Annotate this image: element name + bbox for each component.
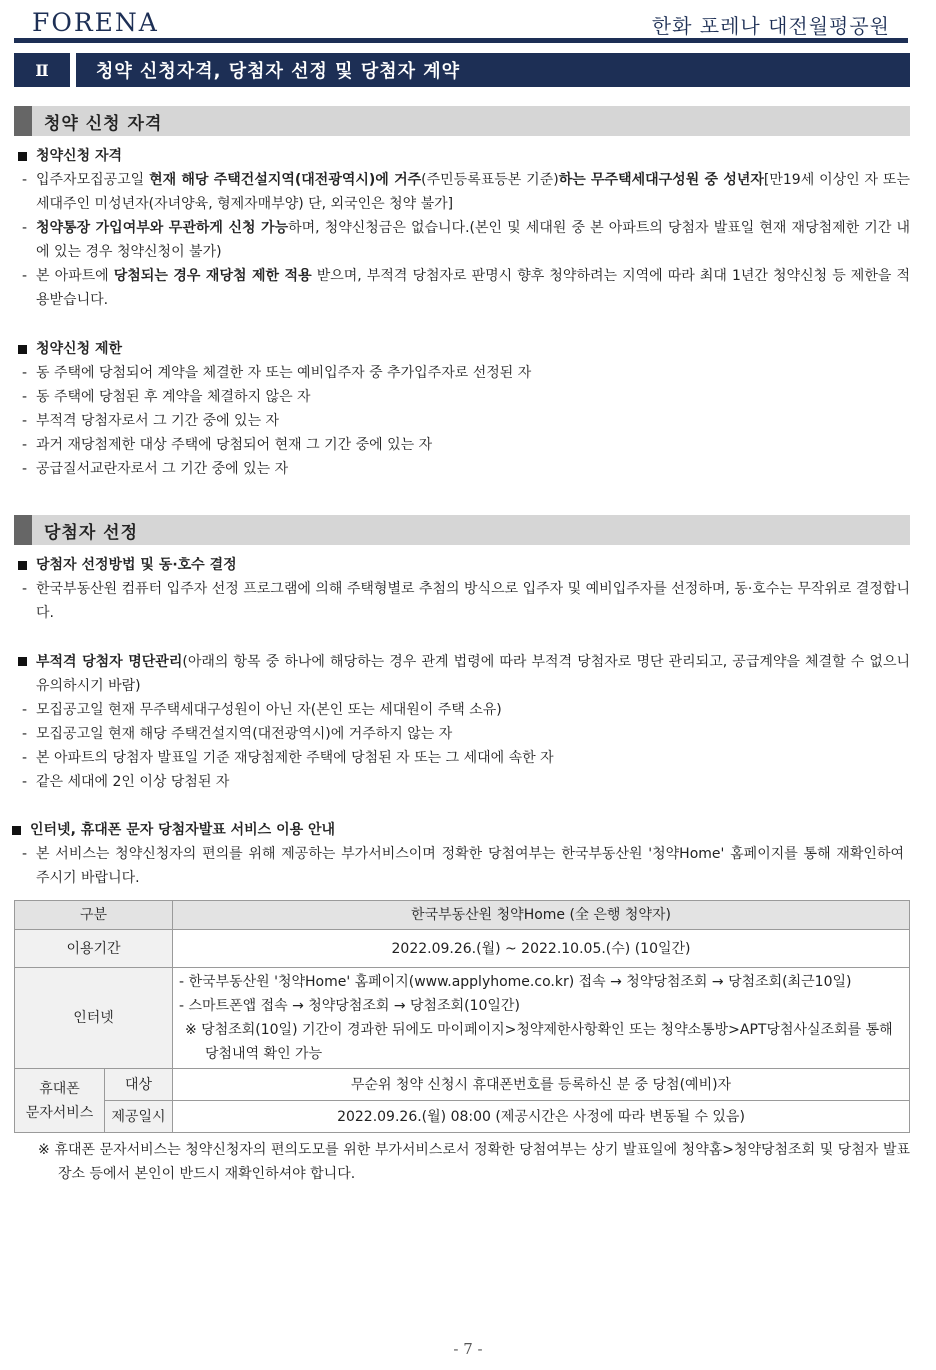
footnote: ※ 휴대폰 문자서비스는 청약신청자의 편의도모를 위한 부가서비스로서 정확한 당첨여부는 상기 발표일에 청약홈>청약당첨조회 및 당첨자 발표장소 등에서 본인이 반드시 재확인하셔야 합니다.	[38, 1142, 910, 1182]
table-cell: 무순위 청약 신청시 휴대폰번호를 등록하신 분 중 당첨(예비)자	[173, 1069, 910, 1101]
internet-line: - 스마트폰앱 접속 → 청약당첨조회 → 당첨조회(10일간)	[179, 998, 520, 1014]
announcement-service-table	[14, 900, 910, 1133]
section-title: 당첨자 선정	[44, 522, 139, 543]
chapter-title: 청약 신청자격, 당첨자 선정 및 당첨자 계약	[76, 53, 910, 87]
table-cell: 이용기간	[15, 930, 173, 968]
square-bullet-icon	[18, 152, 27, 161]
list-item: - 동 주택에 당첨된 후 계약을 체결하지 않은 자	[22, 389, 311, 405]
sub-heading: 청약신청 자격	[14, 144, 910, 168]
square-bullet-icon	[12, 826, 21, 835]
list-item: - 본 서비스는 청약신청자의 편의를 위해 제공하는 부가서비스이며 정확한 당첨여부는 한국부동산원 '청약Home' 홈페이지를 통해 재확인하여 주시기 바랍니다.	[22, 846, 904, 886]
sub-heading: 청약신청 제한	[14, 337, 910, 361]
list-item: - 한국부동산원 컴퓨터 입주자 선정 프로그램에 의해 주택형별로 추첨의 방식으로 입주자 및 예비입주자를 선정하며, 동·호수는 무작위로 결정합니다.	[22, 581, 910, 621]
eligibility-block	[14, 144, 910, 312]
table-row	[15, 930, 910, 968]
header-rule	[14, 38, 908, 43]
table-header-cell: 구분	[15, 901, 173, 930]
sub-heading: 인터넷, 휴대폰 문자 당첨자발표 서비스 이용 안내	[8, 818, 904, 842]
sub-heading: 당첨자 선정방법 및 동·호수 결정	[14, 553, 910, 577]
method-block	[14, 553, 910, 625]
section-bar-selection	[14, 515, 910, 545]
internet-note: ※ 당첨조회(10일) 기간이 경과한 뒤에도 마이페이지>청약제한사항확인 또는 청약소통방>APT당첨사실조회를 통해 당첨내역 확인 가능	[185, 1022, 893, 1062]
table-row	[15, 968, 910, 1069]
square-bullet-icon	[18, 657, 27, 666]
sub-heading: 부적격 당첨자 명단관리(아래의 항목 중 하나에 해당하는 경우 관계 법령에 따라 부적격 당첨자로 명단 관리되고, 공급계약을 체결할 수 없으니 유의하시기 바람)	[14, 650, 910, 698]
square-bullet-icon	[18, 561, 27, 570]
list-item: - 입주자모집공고일 현재 해당 주택건설지역(대전광역시)에 거주(주민등록표등본 기준)하는 무주택세대구성원 중 성년자[만19세 이상인 자 또는 세대주인 미성년자(자녀양육, 형제자매부양) 단, 외국인은 청약 불가]	[22, 172, 910, 212]
list-item: - 본 아파트에 당첨되는 경우 재당첨 제한 적용 받으며, 부적격 당첨자로 판명시 향후 청약하려는 지역에 따라 최대 1년간 청약신청 등 제한을 적용받습니다.	[22, 268, 910, 308]
notice-block	[8, 818, 904, 890]
table-header-cell: 한국부동산원 청약Home (全 은행 청약자)	[173, 901, 910, 930]
section-marker	[14, 515, 32, 545]
table-cell: 대상	[105, 1069, 173, 1101]
section-marker	[14, 106, 32, 136]
list-item: - 과거 재당첨제한 대상 주택에 당첨되어 현재 그 기간 중에 있는 자	[22, 437, 433, 453]
ineligible-block	[14, 650, 910, 794]
list-item: - 동 주택에 당첨되어 계약을 체결한 자 또는 예비입주자 중 추가입주자로 선정된 자	[22, 365, 532, 381]
list-item: - 공급질서교란자로서 그 기간 중에 있는 자	[22, 461, 289, 477]
section-bar-qualification	[14, 106, 910, 136]
square-bullet-icon	[18, 345, 27, 354]
table-cell: 휴대폰 문자서비스	[15, 1069, 105, 1133]
table-row	[15, 1101, 910, 1133]
page-number: - 7 -	[453, 1340, 483, 1358]
site-name: 한화 포레나 대전월평공원	[651, 14, 890, 38]
list-item: - 모집공고일 현재 해당 주택건설지역(대전광역시)에 거주하지 않는 자	[22, 726, 453, 742]
list-item: - 같은 세대에 2인 이상 당첨된 자	[22, 774, 230, 790]
list-item: - 청약통장 가입여부와 무관하게 신청 가능하며, 청약신청금은 없습니다.(본인 및 세대원 중 본 아파트의 당첨자 발표일 현재 재당첨제한 기간 내에 있는 경우 청약신청이 불가)	[22, 220, 910, 260]
table-row	[15, 1069, 910, 1101]
internet-line: - 한국부동산원 '청약Home' 홈페이지(www.applyhome.co.kr) 접속 → 청약당첨조회 → 당첨조회(최근10일)	[179, 974, 852, 990]
chapter-bar	[14, 53, 910, 87]
table-cell	[173, 968, 910, 1069]
list-item: - 본 아파트의 당첨자 발표일 기준 재당첨제한 주택에 당첨된 자 또는 그 세대에 속한 자	[22, 750, 554, 766]
list-item: - 부적격 당첨자로서 그 기간 중에 있는 자	[22, 413, 280, 429]
table-cell: 2022.09.26.(월) 08:00 (제공시간은 사정에 따라 변동될 수 있음)	[173, 1101, 910, 1133]
table-cell: 제공일시	[105, 1101, 173, 1133]
section-title: 청약 신청 자격	[44, 113, 163, 134]
forena-logo: FORENA	[32, 8, 159, 37]
table-cell: 2022.09.26.(월) ~ 2022.10.05.(수) (10일간)	[173, 930, 910, 968]
page-header	[14, 6, 908, 46]
list-item: - 모집공고일 현재 무주택세대구성원이 아닌 자(본인 또는 세대원이 주택 소유)	[22, 702, 502, 718]
restriction-block	[14, 337, 910, 481]
table-row	[15, 901, 910, 930]
chapter-number: Ⅱ	[14, 53, 70, 87]
table-cell: 인터넷	[15, 968, 173, 1069]
